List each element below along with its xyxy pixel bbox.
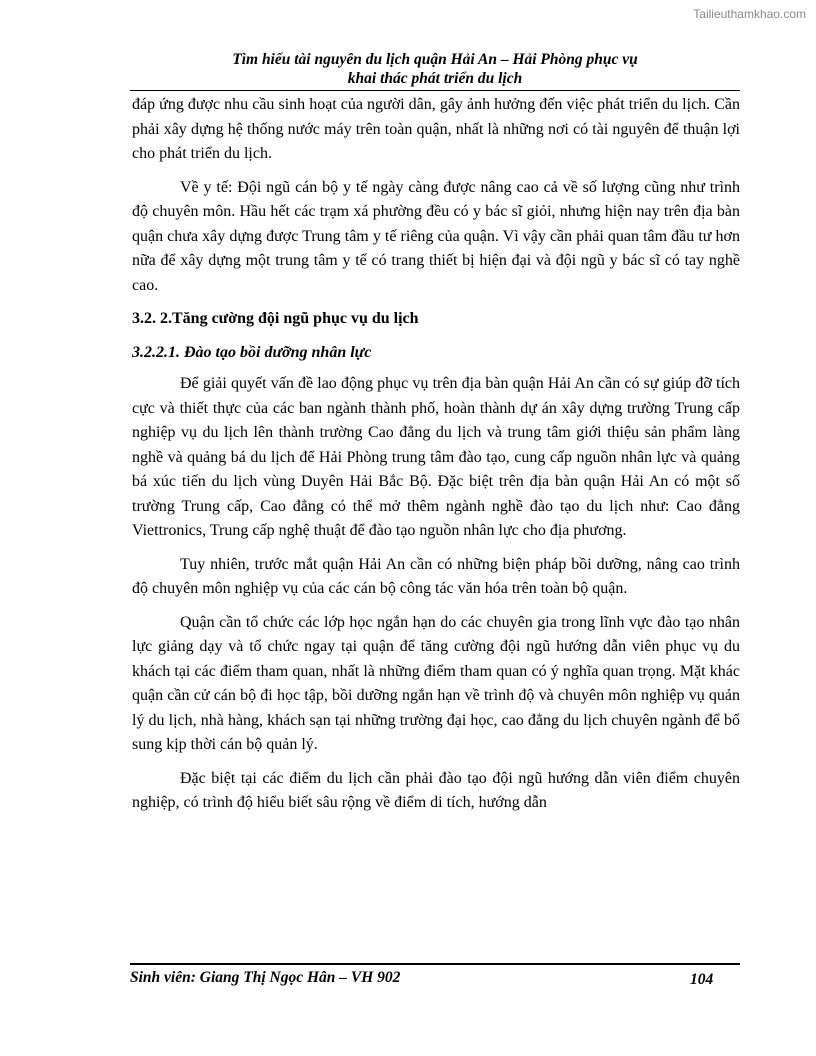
- paragraph-water-supply: đáp ứng được nhu cầu sinh hoạt của người dân, gây ảnh hưởng đến việc phát triển du lịch. Cần phải xây dựng hệ thống nước máy trên toàn quận, nhất là những nơi có tài nguyên để thuận lợi cho phát triển du lịch.: [132, 96, 740, 162]
- page-number: 104: [690, 971, 714, 988]
- section-heading: 3.2. 2.Tăng cường đội ngũ phục vụ du lịch: [132, 310, 419, 327]
- paragraph-short-courses: Quận cần tổ chức các lớp học ngắn hạn do các chuyên gia trong lĩnh vực đào tạo nhân lực giảng dạy và tổ chức ngay tại quận để tăng cường đội ngũ hướng dẫn viên phục vụ du khách tại các điểm tham quan, nhất là những điểm tham quan có ý nghĩa quan trọng. Mặt khác quận cần cử cán bộ đi học tập, bồi dưỡng ngắn hạn về trình độ và chuyên môn nghiệp vụ quản lý du lịch, nhà hàng, khách sạn tại những trường đại học, cao đẳng du lịch chuyên ngành để bổ sung kịp thời cán bộ quản lý.: [132, 613, 740, 753]
- watermark: Tailieuthamkhao.com: [693, 7, 806, 21]
- paragraph-healthcare: Về y tế: Đội ngũ cán bộ y tế ngày càng được nâng cao cả về số lượng cũng như trình độ chuyên môn. Hầu hết các trạm xá phường đều có y bác sĩ giỏi, nhưng hiện nay trên địa bàn quận chưa xây dựng được Trung tâm y tế riêng của quận. Vì vậy cần phải quan tâm đầu tư hơn nữa để xây dựng một trung tâm y tế có trang thiết bị hiện đại và đội ngũ y bác sĩ có tay nghề cao.: [132, 178, 740, 294]
- header-divider: [130, 90, 740, 91]
- subsection-heading: 3.2.2.1. Đào tạo bồi dưỡng nhân lực: [132, 343, 372, 361]
- page-body: [132, 93, 740, 825]
- header-title-line-2: khai thác phát triển du lịch: [347, 70, 523, 87]
- paragraph-labor-training: Để giải quyết vấn đề lao động phục vụ trên địa bàn quận Hải An cần có sự giúp đỡ tích cực và thiết thực của các ban ngành thành phố, hoàn thành dự án xây dựng trường Trung cấp nghiệp vụ du lịch lên thành trường Cao đẳng du lịch và trung tâm giới thiệu sản phẩm làng nghề và quảng bá du lịch để Hải Phòng trung tâm đào tạo, cung cấp nguồn nhân lực và quảng bá xúc tiến du lịch vùng Duyên Hải Bắc Bộ. Đặc biệt trên địa bàn quận Hải An có một số trường Trung cấp, Cao đẳng có thể mở thêm ngành nghề đào tạo du lịch như: Cao đẳng Viettronics, Trung cấp nghệ thuật để đào tạo nguồn nhân lực cho địa phương.: [132, 375, 740, 539]
- paragraph-tour-guides: Đặc biệt tại các điểm du lịch cần phải đào tạo đội ngũ hướng dẫn viên điểm chuyên nghiệp, có trình độ hiểu biết sâu rộng về điểm di tích, hướng dẫn: [132, 769, 740, 811]
- page-header: [130, 50, 740, 88]
- footer-student: Sinh viên: Giang Thị Ngọc Hân – VH 902: [130, 969, 401, 986]
- footer-divider: [130, 963, 740, 965]
- header-title-line-1: Tìm hiểu tài nguyên du lịch quận Hải An – Hải Phòng phục vụ: [232, 51, 638, 68]
- paragraph-immediate-measures: Tuy nhiên, trước mắt quận Hải An cần có những biện pháp bồi dưỡng, nâng cao trình độ chuyên môn nghiệp vụ của các cán bộ công tác văn hóa trên toàn bộ quận.: [132, 555, 740, 597]
